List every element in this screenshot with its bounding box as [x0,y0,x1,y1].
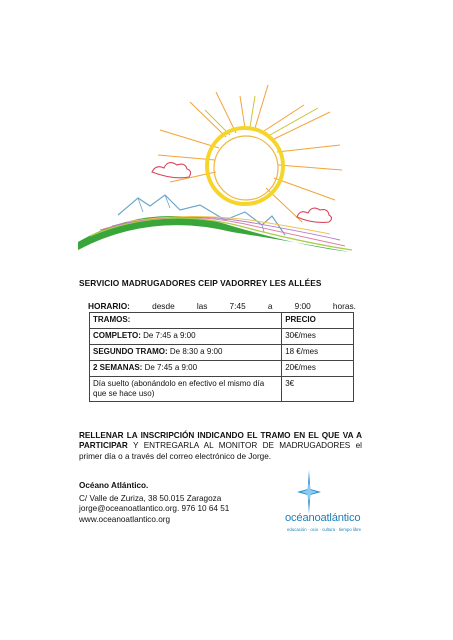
instructions [79,431,362,462]
email-phone: jorge@oceanoatlantico.org. 976 10 64 51 [79,504,230,514]
schedule-word: 7:45 [229,301,246,311]
table-row [90,329,354,345]
tramo-name: 2 SEMANAS: [93,363,143,372]
header-tramos: TRAMOS: [90,313,282,329]
table-header-row [90,313,354,329]
tramo-price: 3€ [282,377,354,402]
pricing-table [89,312,354,402]
tramo-detail: De 8:30 a 9:00 [169,347,223,356]
organization-name: Océano Atlántico. [79,481,149,490]
logo-brand: océanoatlántico [285,512,361,524]
star-icon [295,470,323,514]
contact-block [79,481,229,525]
address: C/ Valle de Zuriza, 38 50.015 Zaragoza [79,493,222,503]
tramo-detail: De 7:45 a 9:00 [144,363,198,372]
table-row [90,377,354,402]
sun-rays [158,85,342,222]
sun-landscape-illustration [0,0,453,270]
schedule-word: las [196,301,208,311]
tramo-price: 20€/mes [282,361,354,377]
sun [207,128,283,204]
oceano-atlantico-logo [285,470,365,540]
table-row [90,361,354,377]
schedule-word: 9:00 [294,301,311,311]
website: www.oceanoatlantico.org [79,514,171,524]
schedule-label: HORARIO: [88,301,130,311]
cloud-left [152,163,191,178]
schedule-line [88,301,356,311]
instructions-bold: RELLENAR LA INSCRIPCIÓN INDICANDO EL TRAMO EN EL QUE VA A PARTICIPAR [79,431,362,451]
tramo-price: 30€/mes [282,329,354,345]
tramo-detail: De 7:45 a 9:00 [143,331,196,340]
table-row [90,345,354,361]
instructions-text: Y ENTREGARLA AL MONITOR DE MADRUGADORES el primer día o a través del correo electrónico de Jorge. [79,441,362,461]
tramo-detail: Día suelto (abonándolo en efectivo el mismo día que se hace uso) [90,377,282,402]
schedule-word: horas. [332,301,356,311]
tramo-price: 18 €/mes [282,345,354,361]
document-title: SERVICIO MADRUGADORES CEIP VADORREY LES ALLÉES [79,278,322,288]
header-precio: PRECIO [282,313,354,329]
schedule-word: a [267,301,273,311]
schedule-word: desde [152,301,175,311]
tramo-name: SEGUNDO TRAMO: [93,347,168,356]
cloud-right [297,208,332,222]
logo-tagline: educación · ocio · cultura · tiempo libre [287,527,362,532]
tramo-name: COMPLETO: [93,331,141,340]
